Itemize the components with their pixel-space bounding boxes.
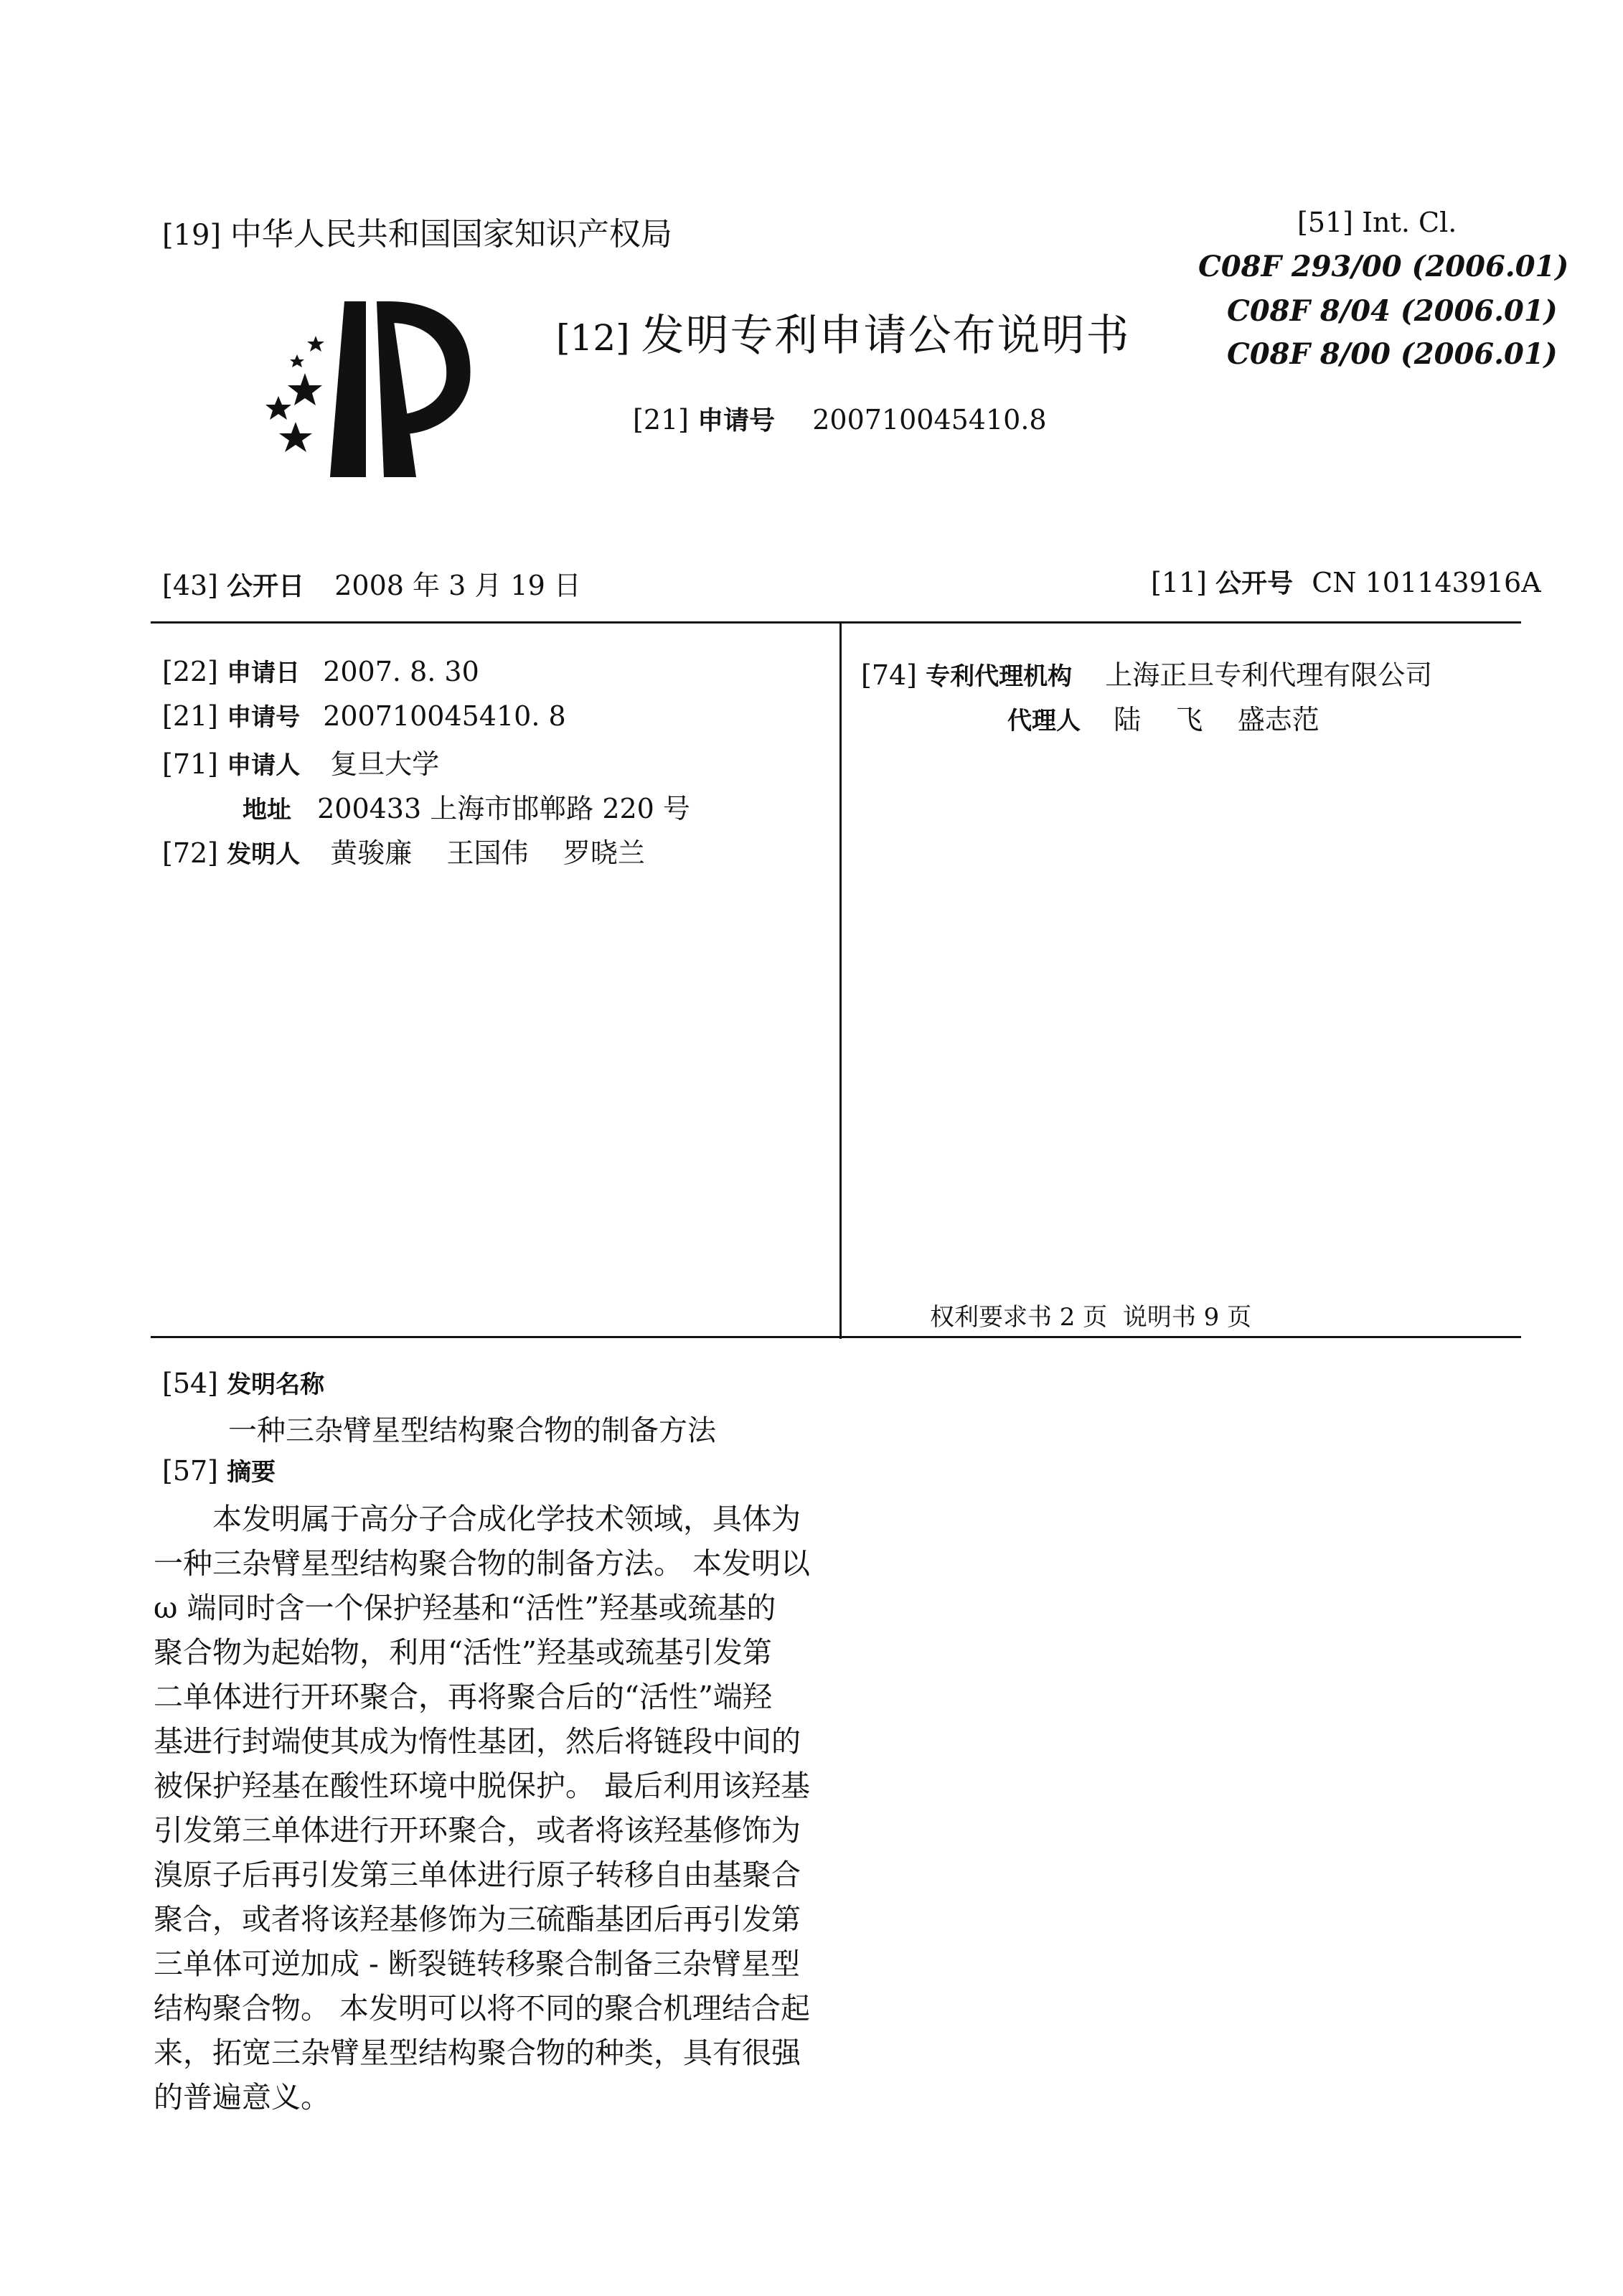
pub-no-value: CN 101143916A xyxy=(1312,567,1541,598)
office-name: 中华人民共和国国家知识产权局 xyxy=(230,216,672,253)
applicant-label: 申请人 xyxy=(227,751,301,780)
filing-date-label: 申请日 xyxy=(227,659,301,687)
application-no-row xyxy=(162,697,566,733)
filing-date-value: 2007. 8. 30 xyxy=(323,656,479,687)
abstract-line-1: 本发明属于高分子合成化学技术领域，具体为 xyxy=(212,1502,801,1536)
abstract-line-6: 基进行封端使其成为惰性基团，然后将链段中间的 xyxy=(154,1724,801,1759)
agent-row xyxy=(1007,697,1319,737)
agency-code: [74] xyxy=(861,659,918,691)
office-line xyxy=(162,208,672,254)
publication-date-line xyxy=(162,563,581,603)
app-no-value: 200710045410.8 xyxy=(812,404,1047,436)
doc-type-line xyxy=(556,301,1131,363)
int-cl-label: Int. Cl. xyxy=(1362,207,1457,238)
abstract-line-8: 引发第三单体进行开环聚合，或者将该羟基修饰为 xyxy=(154,1813,801,1848)
doc-type-title: 发明专利申请公布说明书 xyxy=(641,311,1131,361)
invention-title: 一种三杂臂星型结构聚合物的制备方法 xyxy=(228,1414,716,1447)
agency-value: 上海正旦专利代理有限公司 xyxy=(1105,659,1433,691)
abstract-line-11: 三单体可逆加成 - 断裂链转移聚合制备三杂臂星型 xyxy=(154,1947,800,1981)
address-row xyxy=(243,786,690,826)
abstract-line-10: 聚合，或者将该羟基修饰为三硫酯基团后再引发第 xyxy=(154,1902,801,1937)
abstract-line-12: 结构聚合物。 本发明可以将不同的聚合机理结合起 xyxy=(154,1991,811,2026)
inventors-row xyxy=(162,831,645,870)
pub-date-value: 2008 年 3 月 19 日 xyxy=(334,570,581,601)
application-no-code: [21] xyxy=(162,700,219,732)
address-value: 200433 上海市邯郸路 220 号 xyxy=(317,793,690,824)
agency-row xyxy=(861,653,1432,692)
publication-number-line xyxy=(1151,563,1541,600)
cnipa-emblem-icon xyxy=(237,294,488,495)
pub-date-label: 公开日 xyxy=(227,572,305,601)
address-label: 地址 xyxy=(243,796,291,824)
abstract-line-4: 聚合物为起始物，利用“活性”羟基或巯基引发第 xyxy=(154,1635,772,1670)
page-count: 权利要求书 2 页 说明书 9 页 xyxy=(930,1303,1252,1332)
office-code: [19] xyxy=(162,219,222,252)
application-number-line xyxy=(633,400,1047,437)
agent-label: 代理人 xyxy=(1007,707,1081,735)
invention-title-heading xyxy=(162,1365,324,1400)
agent-value: 陆 飞 盛志范 xyxy=(1114,704,1319,735)
abstract-line-2: 一种三杂臂星型结构聚合物的制备方法。 本发明以 xyxy=(154,1546,811,1581)
pub-no-label: 公开号 xyxy=(1215,569,1294,598)
agency-label: 专利代理机构 xyxy=(926,662,1073,691)
classification-3: C08F 8/00 (2006.01) xyxy=(1227,337,1558,371)
application-no-value: 200710045410. 8 xyxy=(323,700,566,732)
top-divider xyxy=(151,621,1521,624)
abstract-line-7: 被保护羟基在酸性环境中脱保护。 最后利用该羟基 xyxy=(154,1769,811,1803)
applicant-code: [71] xyxy=(162,748,219,780)
doc-code: [12] xyxy=(556,317,630,359)
app-no-code: [21] xyxy=(633,404,690,436)
filing-date-row xyxy=(162,653,479,688)
classification-2: C08F 8/04 (2006.01) xyxy=(1227,294,1558,328)
bottom-divider xyxy=(151,1336,1521,1338)
int-cl-code: [51] xyxy=(1297,207,1354,238)
inventors-code: [72] xyxy=(162,837,219,869)
pub-date-code: [43] xyxy=(162,570,219,601)
abstract-code: [57] xyxy=(162,1455,219,1487)
pub-no-code: [11] xyxy=(1151,567,1208,598)
filing-date-code: [22] xyxy=(162,656,219,687)
applicant-row xyxy=(162,742,439,781)
abstract-line-14: 的普遍意义。 xyxy=(154,2080,330,2114)
title-code: [54] xyxy=(162,1368,219,1399)
abstract-heading xyxy=(162,1452,276,1487)
app-no-label: 申请号 xyxy=(697,406,776,436)
int-cl-line xyxy=(1297,207,1457,238)
inventors-value: 黄骏廉 王国伟 罗晓兰 xyxy=(330,837,645,869)
title-label: 发明名称 xyxy=(227,1370,325,1399)
application-no-label: 申请号 xyxy=(227,703,301,732)
abstract-line-5: 二单体进行开环聚合，再将聚合后的“活性”端羟 xyxy=(154,1680,772,1714)
applicant-value: 复旦大学 xyxy=(330,748,440,780)
abstract-line-3: ω 端同时含一个保护羟基和“活性”羟基或巯基的 xyxy=(154,1591,776,1625)
classification-1: C08F 293/00 (2006.01) xyxy=(1198,250,1569,283)
abstract-line-9: 溴原子后再引发第三单体进行原子转移自由基聚合 xyxy=(154,1858,801,1892)
abstract-line-13: 来，拓宽三杂臂星型结构聚合物的种类，具有很强 xyxy=(154,2036,801,2070)
column-divider xyxy=(839,621,842,1339)
inventors-label: 发明人 xyxy=(227,840,301,869)
abstract-label: 摘要 xyxy=(227,1458,276,1487)
